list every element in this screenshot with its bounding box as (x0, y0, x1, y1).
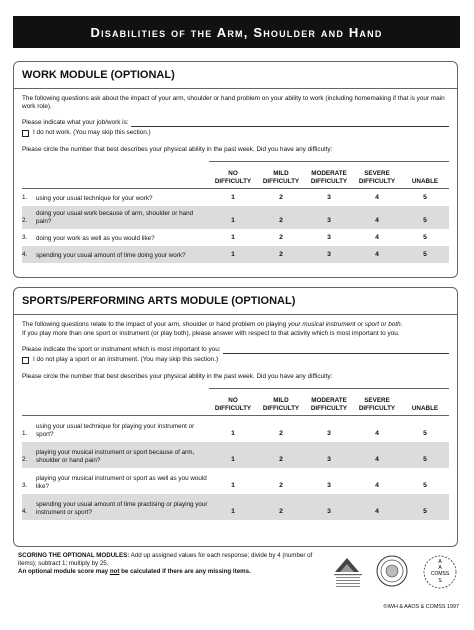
question-text: using your usual technique for your work? (36, 194, 153, 202)
col-moderate-difficulty: MODERATE DIFFICULTY (305, 162, 353, 189)
iwh-logo (334, 558, 362, 587)
question-text: doing your work as well as you would like? (36, 234, 155, 242)
answer-option[interactable]: 3 (327, 194, 331, 202)
work-skip-option[interactable] (22, 129, 449, 137)
scoring-note-b: be calculated if there are any missing items. (119, 568, 251, 575)
answer-option[interactable]: 5 (401, 442, 449, 468)
work-module (13, 61, 458, 278)
answer-option[interactable]: 1 (209, 494, 257, 520)
sports-module-title: SPORTS/PERFORMING ARTS MODULE (OPTIONAL) (14, 288, 457, 315)
answer-option[interactable]: 2 (279, 482, 283, 490)
answer-option[interactable]: 5 (401, 494, 449, 520)
question-number: 2. (22, 442, 36, 468)
sport-field[interactable] (22, 346, 449, 354)
table-row (22, 246, 449, 263)
answer-option[interactable]: 5 (401, 246, 449, 263)
table-row (22, 206, 449, 229)
question-number: 2. (22, 206, 36, 229)
answer-option[interactable]: 4 (353, 442, 401, 468)
answer-option[interactable]: 1 (231, 234, 235, 242)
form-title (13, 16, 460, 48)
logo-group (330, 552, 462, 596)
work-skip-checkbox[interactable] (22, 130, 29, 137)
table-row (22, 442, 449, 468)
sports-instruction: Please circle the number that best describes your physical ability in the past week. Did you have any difficulty: (22, 372, 333, 380)
job-field-label: Please indicate what your job/work is: (22, 118, 129, 126)
answer-option[interactable]: 4 (353, 494, 401, 520)
answer-option[interactable]: 5 (423, 482, 427, 490)
form-title-text: Disabilities of the Arm, Shoulder and Hand (90, 24, 383, 40)
answer-option[interactable]: 5 (423, 234, 427, 242)
table-row (22, 189, 449, 206)
col-moderate-difficulty: MODERATE DIFFICULTY (305, 389, 353, 416)
question-text: doing your usual work because of arm, shoulder or hand pain? (36, 206, 209, 229)
question-text: playing your musical instrument or sport as well as you would like? (36, 474, 207, 490)
answer-option[interactable]: 5 (423, 194, 427, 202)
sports-question-table (22, 388, 449, 520)
question-number: 1. (22, 430, 28, 438)
question-number: 4. (22, 494, 36, 520)
answer-option[interactable]: 3 (327, 234, 331, 242)
answer-option[interactable]: 4 (353, 206, 401, 229)
copyright: ©IWH & AAOS & COMSS 1997 (383, 604, 459, 610)
work-module-title: WORK MODULE (OPTIONAL) (14, 62, 457, 89)
comss-logo (424, 556, 456, 588)
sports-skip-label: I do not play a sport or an instrument. (You may skip this section.) (33, 356, 219, 364)
answer-option[interactable]: 1 (231, 430, 235, 438)
job-field-line[interactable] (131, 119, 449, 127)
scoring-body: Add up assigned values for each response; divide by 4 (number of items); subtract 1; multiply by 25. (18, 552, 313, 567)
answer-option[interactable]: 4 (353, 246, 401, 263)
answer-option[interactable]: 4 (375, 482, 379, 490)
answer-option[interactable]: 3 (305, 442, 353, 468)
col-mild-difficulty: MILD DIFFICULTY (257, 389, 305, 416)
col-severe-difficulty: SEVERE DIFFICULTY (353, 389, 401, 416)
question-text: playing your musical instrument or sport because of arm, shoulder or hand pain? (36, 442, 209, 468)
answer-option[interactable]: 3 (327, 482, 331, 490)
table-header-blank (22, 389, 209, 416)
answer-option[interactable]: 1 (231, 482, 235, 490)
answer-option[interactable]: 5 (423, 430, 427, 438)
answer-option[interactable]: 3 (305, 494, 353, 520)
table-row (22, 416, 449, 442)
question-text: spending your usual amount of time doing your work? (36, 246, 209, 263)
answer-option[interactable]: 1 (209, 246, 257, 263)
question-number: 3. (22, 482, 28, 490)
table-row (22, 494, 449, 520)
answer-option[interactable]: 2 (279, 194, 283, 202)
answer-option[interactable]: 4 (375, 234, 379, 242)
answer-option[interactable]: 3 (327, 430, 331, 438)
answer-option[interactable]: 2 (257, 246, 305, 263)
answer-option[interactable]: 3 (305, 206, 353, 229)
scoring-note (18, 568, 318, 576)
work-question-table (22, 161, 449, 263)
col-unable: UNABLE (401, 162, 449, 189)
answer-option[interactable]: 4 (375, 194, 379, 202)
sports-intro (22, 321, 449, 329)
scoring-label: SCORING THE OPTIONAL MODULES: (18, 552, 130, 559)
svg-text:A: A (438, 559, 442, 565)
aaos-seal (377, 556, 407, 586)
answer-option[interactable]: 2 (257, 442, 305, 468)
sports-intro-more: If you play more than one sport or instrument (or play both), please answer with respect to that activity which is most important to you. (22, 330, 400, 338)
sports-skip-option[interactable] (22, 356, 449, 364)
table-header-blank (22, 162, 209, 189)
question-text: using your usual technique for playing your instrument or sport? (36, 422, 195, 438)
answer-option[interactable]: 1 (231, 194, 235, 202)
answer-option[interactable]: 1 (209, 206, 257, 229)
sports-intro-emphasis: your musical instrument or sport or both. (288, 321, 403, 328)
col-severe-difficulty: SEVERE DIFFICULTY (353, 162, 401, 189)
question-number: 4. (22, 246, 36, 263)
col-no-difficulty: NO DIFFICULTY (209, 162, 257, 189)
sport-field-line[interactable] (223, 346, 449, 354)
answer-option[interactable]: 5 (401, 206, 449, 229)
answer-option[interactable]: 3 (305, 246, 353, 263)
sport-field-label: Please indicate the sport or instrument which is most important to you: (22, 345, 221, 353)
question-text: spending your usual amount of time practising or playing your instrument or sport? (36, 494, 209, 520)
svg-text:A: A (438, 565, 442, 571)
question-number: 1. (22, 194, 28, 202)
col-mild-difficulty: MILD DIFFICULTY (257, 162, 305, 189)
sports-intro-text: The following questions relate to the impact of your arm, shoulder or hand problem on playing (22, 321, 289, 328)
answer-option[interactable]: 2 (257, 206, 305, 229)
sports-skip-checkbox[interactable] (22, 357, 29, 364)
question-number: 3. (22, 234, 28, 242)
answer-option[interactable]: 1 (209, 442, 257, 468)
table-row (22, 229, 449, 246)
work-skip-label: I do not work. (You may skip this section.) (33, 129, 151, 137)
work-intro: The following questions ask about the impact of your arm, shoulder or hand problem on your ability to work (including homemaking if that is your main work role). (22, 95, 445, 111)
sports-module (13, 287, 458, 547)
scoring-text (18, 552, 318, 568)
answer-option[interactable]: 2 (257, 494, 305, 520)
scoring-instructions (18, 552, 318, 576)
answer-option[interactable]: 2 (279, 430, 283, 438)
scoring-note-a: An optional module score may (18, 568, 110, 575)
col-no-difficulty: NO DIFFICULTY (209, 389, 257, 416)
job-field[interactable] (22, 119, 449, 127)
answer-option[interactable]: 4 (375, 430, 379, 438)
svg-text:S: S (438, 578, 442, 584)
work-instruction: Please circle the number that best describes your physical ability in the past week. Did you have any difficulty: (22, 145, 333, 153)
col-unable: UNABLE (401, 389, 449, 416)
table-row (22, 468, 449, 494)
svg-text:COMSS: COMSS (430, 571, 450, 577)
scoring-note-not: not (109, 568, 120, 575)
answer-option[interactable]: 2 (279, 234, 283, 242)
